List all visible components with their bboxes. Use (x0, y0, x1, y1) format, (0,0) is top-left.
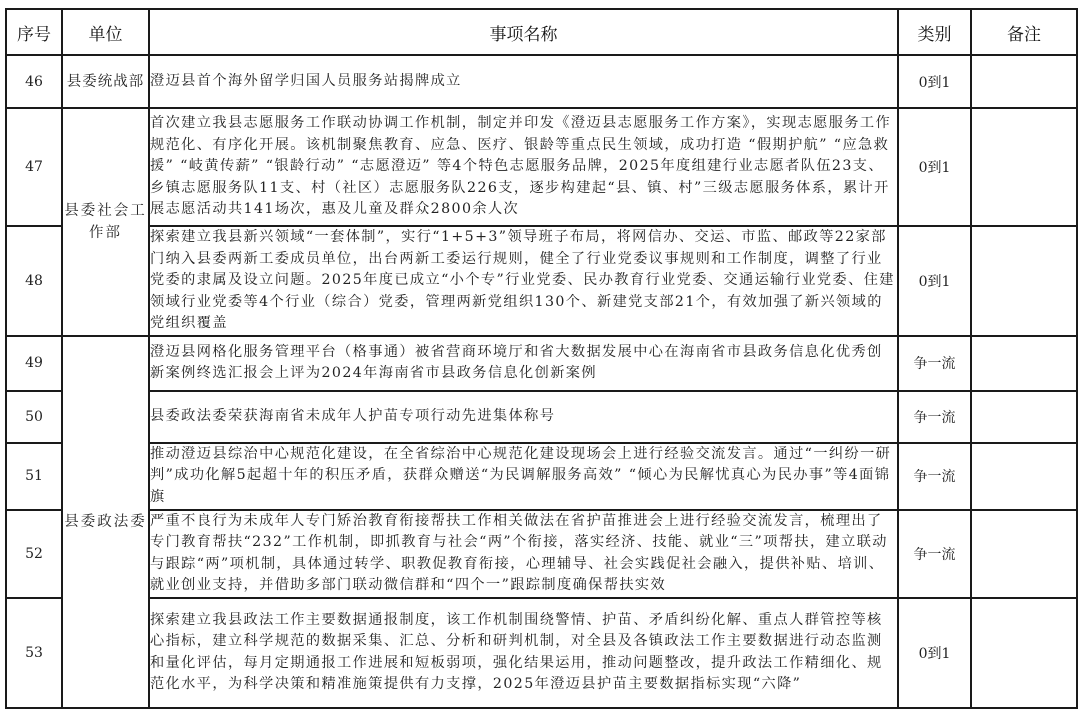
row-note (971, 443, 1077, 510)
row-seq: 53 (6, 598, 62, 708)
row-note (971, 510, 1077, 598)
row-seq: 49 (6, 336, 62, 391)
row-category: 争一流 (898, 391, 971, 443)
row-note (971, 55, 1077, 108)
header-item: 事项名称 (149, 9, 898, 55)
row-item: 探索建立我县新兴领域“一套体制”，实行“1+5+3”领导班子布局，将网信办、交运、市监、邮政等22家部门纳入县委两新工委成员单位，出台两新工委运行规则，健全了行业党委议事规则和工作制度，调整了行业党委的隶属及设立问题。2025年度已成立“小个专”行业党委、民办教育行业党委、交通运输行业党委、住建领域行业党委等4个行业（综合）党委，管理两新党组织130个、新建党支部21个，有效加强了新兴领域的党组织覆盖 (149, 226, 898, 336)
table-row (6, 510, 1077, 598)
table-row (6, 55, 1077, 108)
table-row (6, 598, 1077, 708)
table-row (6, 336, 1077, 391)
table-row (6, 443, 1077, 510)
table-row (6, 391, 1077, 443)
row-item: 澄迈县首个海外留学归国人员服务站揭牌成立 (149, 55, 898, 108)
header-row (6, 9, 1077, 55)
row-item: 推动澄迈县综治中心规范化建设，在全省综治中心规范化建设现场会上进行经验交流发言。通过“一纠纷一研判”成功化解5起超十年的积压矛盾，获群众赠送“为民调解服务高效” “倾心为民解忧真心为民办事”等4面锦旗 (149, 443, 898, 510)
row-note (971, 598, 1077, 708)
table-row (6, 108, 1077, 226)
row-item: 澄迈县网格化服务管理平台（格事通）被省营商环境厅和省大数据发展中心在海南省市县政务信息化优秀创新案例终选汇报会上评为2024年海南省市县政务信息化创新案例 (149, 336, 898, 391)
row-unit: 县委政法委 (62, 336, 149, 708)
row-note (971, 336, 1077, 391)
header-seq: 序号 (6, 9, 62, 55)
row-seq: 46 (6, 55, 62, 108)
row-note (971, 391, 1077, 443)
row-item: 首次建立我县志愿服务工作联动协调工作机制，制定并印发《澄迈县志愿服务工作方案》，实现志愿服务工作规范化、有序化开展。该机制聚焦教育、应急、医疗、银龄等重点民生领域，成功打造 “假期护航” “应急救援” “岐黄传薪” “银龄行动” “志愿澄迈” 等4个特色志愿服务品牌，2025年度组建行业志愿者队伍23支、乡镇志愿服务队11支、村（社区）志愿服务队226支，逐步构建起“县、镇、村”三级志愿服务体系，累计开展志愿活动共141场次，惠及儿童及群众2800余人次 (149, 108, 898, 226)
row-category: 争一流 (898, 336, 971, 391)
row-seq: 52 (6, 510, 62, 598)
row-item: 县委政法委荣获海南省未成年人护苗专项行动先进集体称号 (149, 391, 898, 443)
row-item: 严重不良行为未成年人专门矫治教育衔接帮扶工作相关做法在省护苗推进会上进行经验交流发言，梳理出了专门教育帮扶“232”工作机制，即抓教育与社会“两”个衔接，落实经济、技能、就业“三”项帮扶，建立联动与跟踪“两”项机制，具体通过转学、职教促教育衔接，心理辅导、社会实践促社会融入，提供补贴、培训、就业创业支持，并借助多部门联动微信群和“四个一”跟踪制度确保帮扶实效 (149, 510, 898, 598)
row-seq: 47 (6, 108, 62, 226)
header-category: 类别 (898, 9, 971, 55)
row-note (971, 226, 1077, 336)
row-seq: 48 (6, 226, 62, 336)
row-seq: 50 (6, 391, 62, 443)
row-category: 争一流 (898, 443, 971, 510)
table-row (6, 226, 1077, 336)
row-unit: 县委社会工作部 (62, 108, 149, 336)
header-note: 备注 (971, 9, 1077, 55)
row-item: 探索建立我县政法工作主要数据通报制度，该工作机制围绕警情、护苗、矛盾纠纷化解、重点人群管控等核心指标，建立科学规范的数据采集、汇总、分析和研判机制，对全县及各镇政法工作主要数据进行动态监测和量化评估，每月定期通报工作进展和短板弱项，强化结果运用，推动问题整改，提升政法工作精细化、规范化水平，为科学决策和精准施策提供有力支撑，2025年澄迈县护苗主要数据指标实现“六降” (149, 598, 898, 708)
row-category: 0到1 (898, 598, 971, 708)
row-category: 0到1 (898, 55, 971, 108)
row-category: 0到1 (898, 108, 971, 226)
header-unit: 单位 (62, 9, 149, 55)
row-category: 0到1 (898, 226, 971, 336)
row-unit: 县委统战部 (62, 55, 149, 108)
row-note (971, 108, 1077, 226)
items-table (5, 8, 1078, 709)
row-seq: 51 (6, 443, 62, 510)
row-category: 争一流 (898, 510, 971, 598)
